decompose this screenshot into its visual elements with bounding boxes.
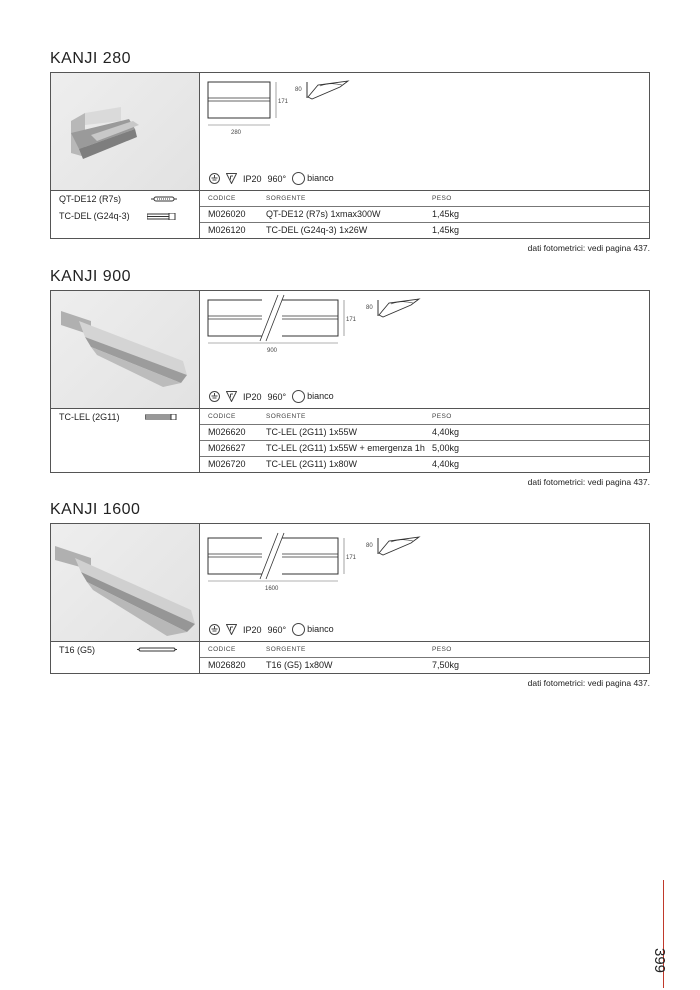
lamp-photo-image (51, 291, 199, 408)
lamp-row (51, 208, 199, 225)
cell-sorgente: TC-LEL (2G11) 1x80W (266, 459, 358, 469)
table-row (200, 457, 649, 472)
table-row (200, 441, 649, 457)
color-swatch-icon (292, 172, 305, 185)
dim-height-label: 171 (278, 99, 289, 105)
spec-icons (209, 623, 334, 636)
lamp-row (51, 409, 199, 426)
header-sorgente: SORGENTE (266, 195, 306, 202)
f-mark-icon (226, 624, 237, 635)
cell-peso: 4,40kg (432, 459, 460, 469)
cell-codice: M026820 (208, 660, 246, 670)
cell-sorgente: TC-LEL (2G11) 1x55W (266, 427, 358, 437)
ip-rating: IP20 (243, 391, 262, 402)
compact-fluorescent-icon (147, 213, 177, 220)
ip-rating: IP20 (243, 624, 262, 635)
dim-width-label: 900 (267, 348, 278, 354)
product-kanji-900 (50, 268, 650, 487)
glow-wire-rating: 960° (267, 173, 287, 184)
lamp-photo-image (51, 524, 199, 641)
table-row (200, 223, 649, 238)
dim-depth-label: 80 (366, 305, 373, 311)
spec-icons (209, 172, 334, 185)
lamp-types (51, 191, 200, 238)
cell-codice: M026020 (208, 209, 246, 219)
table-row (200, 207, 649, 223)
cell-sorgente: T16 (G5) 1x80W (266, 660, 333, 670)
header-sorgente: SORGENTE (266, 413, 306, 420)
cell-codice: M026720 (208, 459, 246, 469)
table-header (200, 642, 649, 658)
cell-peso: 4,40kg (432, 427, 460, 437)
cell-codice: M026620 (208, 427, 246, 437)
glow-wire-rating: 960° (267, 391, 287, 402)
finish-color: bianco (307, 172, 334, 183)
product-box (50, 72, 650, 239)
ground-symbol-icon (209, 624, 220, 635)
photometric-note: dati fotometrici: vedi pagina 437. (527, 678, 650, 688)
glow-wire-rating: 960° (267, 624, 287, 635)
lamp-name: TC-LEL (2G11) (59, 412, 120, 422)
halogen-tube-icon (151, 196, 177, 202)
technical-drawing (200, 524, 649, 641)
finish-color: bianco (307, 390, 334, 401)
cell-codice: M026120 (208, 225, 246, 235)
cell-peso: 7,50kg (432, 660, 460, 670)
cell-peso: 1,45kg (432, 225, 460, 235)
finish-color: bianco (307, 623, 334, 634)
header-peso: PESO (432, 195, 452, 202)
photometric-note: dati fotometrici: vedi pagina 437. (527, 477, 650, 487)
product-photo (51, 291, 200, 408)
f-mark-icon (226, 391, 237, 402)
cell-sorgente: TC-LEL (2G11) 1x55W + emergenza 1h (266, 443, 425, 453)
lamp-name: T16 (G5) (59, 645, 96, 655)
ground-symbol-icon (209, 173, 220, 184)
long-fluorescent-icon (145, 414, 177, 420)
header-codice: CODICE (208, 195, 236, 202)
f-mark-icon (226, 173, 237, 184)
cell-peso: 1,45kg (432, 209, 460, 219)
product-box (50, 290, 650, 473)
spec-icons (209, 390, 334, 403)
color-swatch-icon (292, 623, 305, 636)
ground-symbol-icon (209, 391, 220, 402)
page-number: 399 (651, 948, 668, 974)
cell-sorgente: QT-DE12 (R7s) 1xmax300W (266, 209, 381, 219)
lamp-row (51, 191, 199, 208)
product-table (200, 642, 649, 673)
photometric-note: dati fotometrici: vedi pagina 437. (527, 243, 650, 253)
header-peso: PESO (432, 646, 452, 653)
lamp-types (51, 642, 200, 673)
product-kanji-1600 (50, 501, 650, 688)
table-row (200, 658, 649, 673)
product-title: KANJI 1600 (50, 501, 141, 518)
product-table (200, 409, 649, 472)
dim-height-label: 171 (346, 555, 357, 561)
table-header (200, 409, 649, 425)
dim-width-label: 280 (231, 130, 242, 136)
technical-drawing (200, 291, 649, 408)
header-codice: CODICE (208, 413, 236, 420)
ip-rating: IP20 (243, 173, 262, 184)
color-swatch-icon (292, 390, 305, 403)
dim-depth-label: 80 (366, 543, 373, 549)
lamp-name: QT-DE12 (R7s) (59, 194, 122, 204)
lamp-row (51, 642, 199, 659)
header-sorgente: SORGENTE (266, 646, 306, 653)
table-header (200, 191, 649, 207)
product-box (50, 523, 650, 674)
header-codice: CODICE (208, 646, 236, 653)
t16-tube-icon (137, 647, 177, 652)
cell-codice: M026627 (208, 443, 246, 453)
product-photo (51, 524, 200, 641)
lamp-types (51, 409, 200, 472)
lamp-photo-image (51, 73, 199, 190)
cell-sorgente: TC-DEL (G24q-3) 1x26W (266, 225, 368, 235)
product-table (200, 191, 649, 238)
dim-depth-label: 80 (295, 87, 302, 93)
product-photo (51, 73, 200, 190)
product-kanji-280 (50, 50, 650, 253)
lamp-name: TC-DEL (G24q-3) (59, 211, 130, 221)
dim-width-label: 1600 (265, 586, 279, 592)
technical-drawing (200, 73, 649, 190)
product-title: KANJI 280 (50, 50, 131, 67)
product-title: KANJI 900 (50, 268, 131, 285)
cell-peso: 5,00kg (432, 443, 460, 453)
dim-height-label: 171 (346, 317, 357, 323)
header-peso: PESO (432, 413, 452, 420)
table-row (200, 425, 649, 441)
